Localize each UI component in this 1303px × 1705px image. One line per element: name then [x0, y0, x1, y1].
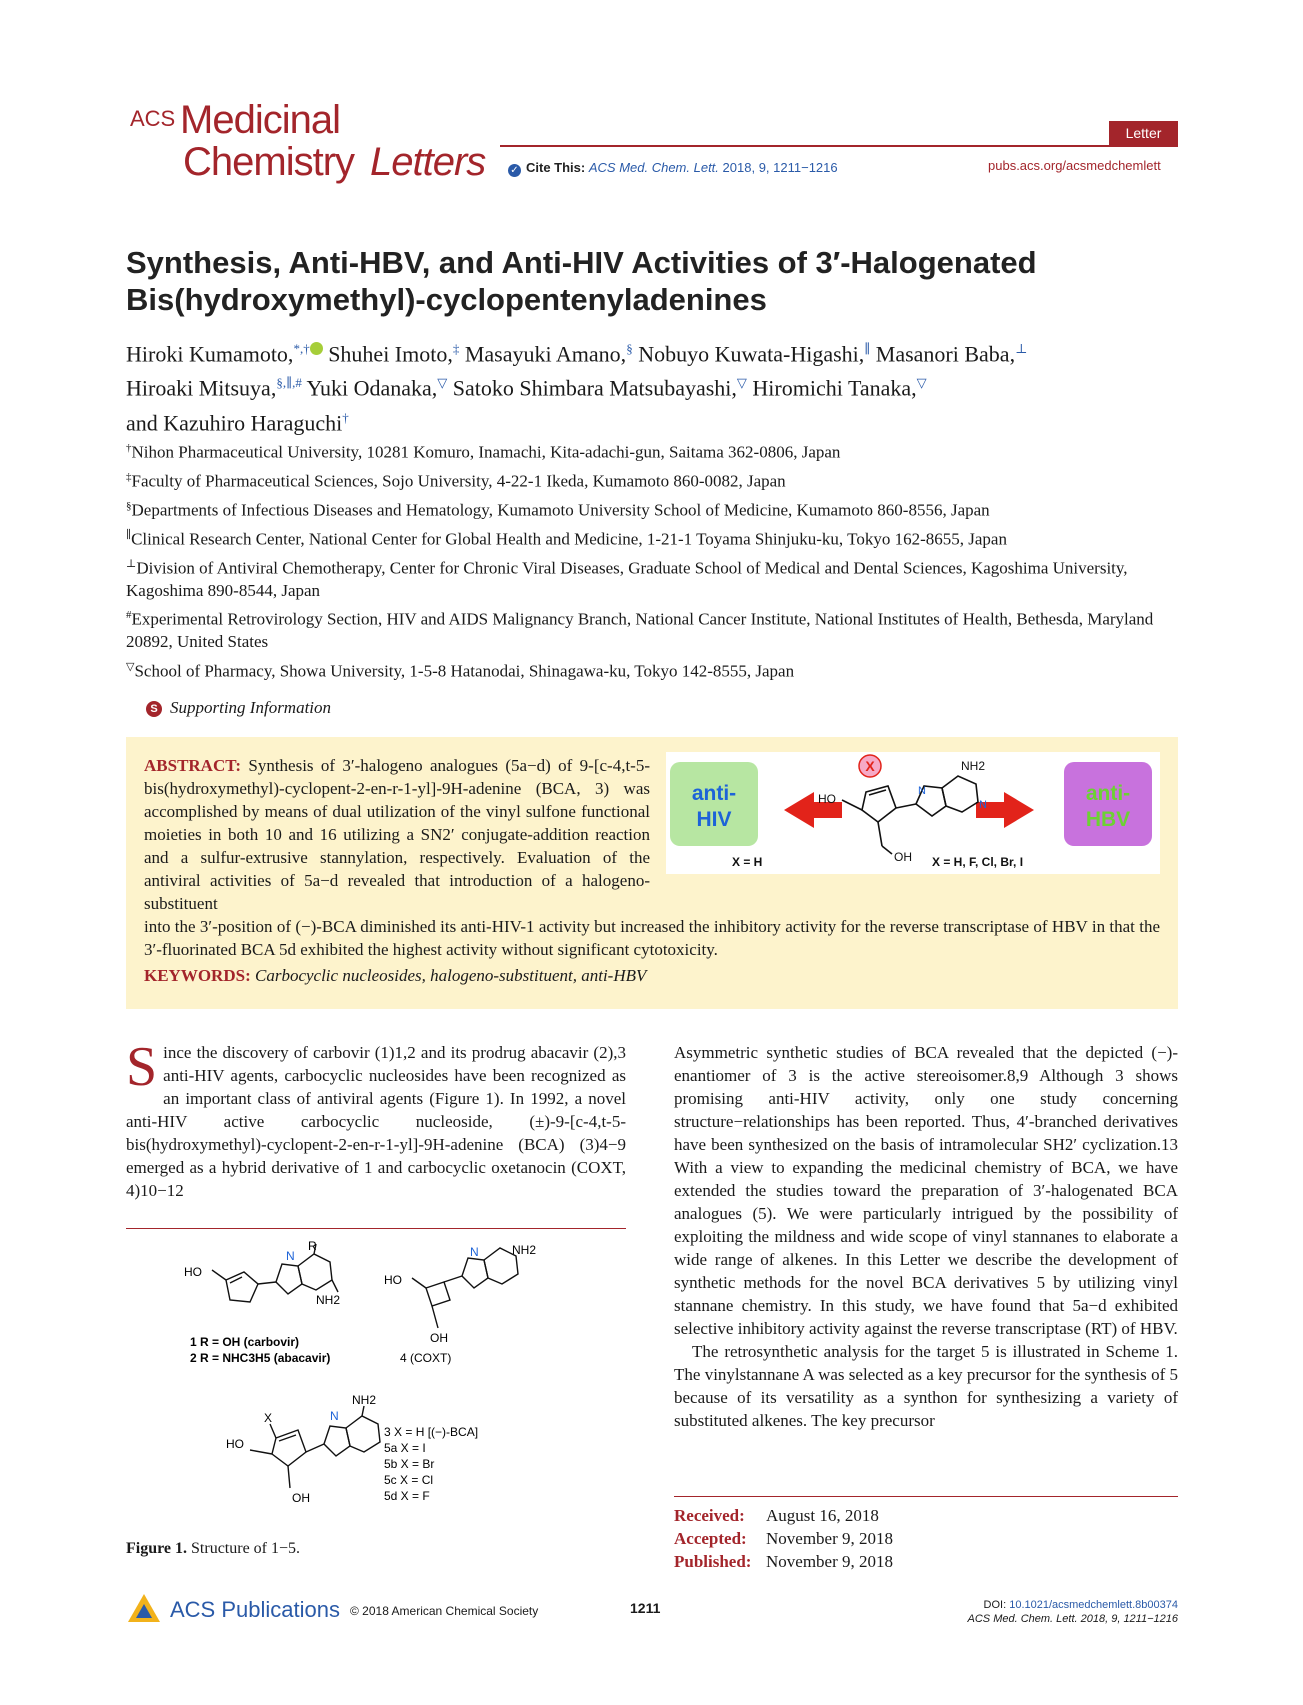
author[interactable]: Masanori Baba,	[875, 341, 1016, 367]
svg-text:HO: HO	[226, 1437, 244, 1451]
drop-cap: S	[126, 1036, 158, 1098]
anti-hiv-label: anti-	[691, 782, 737, 805]
bca-structure	[842, 776, 978, 854]
affiliation: #Experimental Retrovirology Section, HIV and AIDS Malignancy Branch, National Cancer Institute, National Institutes of Health, Bethesda, Maryland 20892, United States	[126, 609, 1154, 651]
toc-condition-right: X = H, F, Cl, Br, I	[932, 855, 1024, 869]
svg-text:N: N	[979, 799, 987, 811]
body-left-column: Since the discovery of carbovir (1)1,2 and its prodrug abacavir (2),3 anti-HIV agents, carbocyclic nucleosides have been recognized as an important class of antiviral agents (Figure 1). In 1992, a novel anti-HIV active carbocyclic nucleoside, (±)-9-[c-4,t-5-bis(hydroxymethyl)-cyclopent-2-en-r-1-yl]-9H-adenine (BCA) (3)4−9 emerged as a hybrid derivative of 1 and carbocyclic oxetanocin (COXT, 4)10−12	[126, 1036, 626, 1200]
svg-text:N: N	[286, 1249, 295, 1263]
doi-block: DOI: 10.1021/acsmedchemlett.8b00374 ACS Med. Chem. Lett. 2018, 9, 1211−1216	[967, 1599, 1178, 1625]
journal-logo-letters: Letters	[370, 140, 486, 184]
acs-publications-logo-icon	[126, 1592, 162, 1628]
svg-text:N: N	[918, 785, 926, 797]
affiliation: ⊥Division of Antiviral Chemotherapy, Center for Chronic Viral Diseases, Graduate School of Medical and Dental Sciences, Kagoshima University, Kagoshima 890-8544, Japan	[126, 558, 1128, 600]
publisher-name[interactable]: ACS Publications	[170, 1597, 340, 1622]
journal-logo-medicinal: Medicinal	[180, 98, 340, 142]
author-list: Hiroki Kumamoto,*,† Shuhei Imoto,‡ Masayuki Amano,§ Nobuyo Kuwata-Higashi,∥ Masanori Baba,⊥ Hiroaki Mitsuya,§,∥,# Yuki Odanaka,▽ Satoko Shimbara Matsubayashi,▽ Hiromichi Tanaka,▽ and Kazuhiro Haraguchi†	[126, 341, 1028, 435]
svg-text:OH: OH	[292, 1491, 310, 1505]
svg-text:OH: OH	[430, 1331, 448, 1345]
journal-url-link[interactable]: pubs.acs.org/acsmedchemlett	[988, 158, 1161, 173]
author[interactable]: Masayuki Amano,	[464, 341, 627, 367]
cite-journal[interactable]: ACS Med. Chem. Lett.	[588, 160, 719, 175]
toc-graphic	[666, 752, 1160, 874]
article-title: Synthesis, Anti-HBV, and Anti-HIV Activities of 3′-Halogenated Bis(hydroxymethyl)-cyclopentenyladenines	[126, 245, 1037, 317]
abstract-text-continued: into the 3′-position of (−)-BCA diminished its anti-HIV-1 activity but increased the inhibitory activity for the reverse transcriptase of HBV in that the 3′-fluorinated BCA 5d exhibited the highest activity without significant cytotoxicity.	[144, 917, 1160, 959]
page-number: 1211	[630, 1600, 661, 1616]
anti-hbv-label: anti-	[1085, 782, 1131, 805]
dates-rule	[674, 1496, 1178, 1497]
svg-text:HO: HO	[184, 1265, 202, 1279]
anti-hbv-label: HBV	[1085, 808, 1131, 831]
label-compound-5a: 5a X = I	[384, 1441, 426, 1455]
svg-text:NH2: NH2	[961, 759, 986, 773]
header-rule	[500, 145, 1178, 147]
svg-text:NH2: NH2	[352, 1393, 377, 1407]
article-type-badge: Letter	[1109, 121, 1178, 145]
copyright: © 2018 American Chemical Society	[350, 1604, 539, 1618]
publication-dates: Received: August 16, 2018 Accepted: November 9, 2018 Published: November 9, 2018	[674, 1506, 894, 1571]
supporting-info-icon: S	[146, 701, 162, 717]
author[interactable]: Hiroki Kumamoto,	[126, 341, 294, 367]
affiliation: ‡Faculty of Pharmaceutical Sciences, Sojo University, 4-22-1 Ikeda, Kumamoto 860-0082, Japan	[126, 471, 786, 491]
anti-hiv-label: HIV	[696, 808, 732, 831]
svg-text:OH: OH	[894, 850, 912, 864]
body-right-column: Asymmetric synthetic studies of BCA revealed that the depicted (−)-enantiomer of 3 is the active stereoisomer.8,9 Although 3 shows promising anti-HIV activity, only one study concerning structure−relationships has been reported. Thus, 4′-branched derivatives have been synthesized on the basis of intramolecular SH2′ cyclization.13 With a view to expanding the medicinal chemistry of BCA, we have extended the studies toward the preparation of 3′-halogenated BCA analogues (5). We were particularly intrigued by the possibility of exploiting the mildness and wide scope of vinyl stannanes to elaborate a wide range of alkenes. In this Letter we describe the development of synthetic methods for the novel BCA derivatives 5 by utilizing vinyl stannane chemistry. In this study, we have found that 5a−d exhibited selective inhibitory activity against the reverse transcriptase (RT) of HBV. The retrosynthetic analysis for the target 5 is illustrated in Scheme 1. The vinylstannane A was selected as a key precursor for the synthesis of 5 because of its versatility as a synthon for synthesizing a variety of substituted alkenes. The key precursor	[674, 1043, 1178, 1430]
svg-text:NH2: NH2	[316, 1293, 341, 1307]
author[interactable]: Nobuyo Kuwata-Higashi,	[638, 341, 865, 367]
svg-text:N: N	[470, 1245, 479, 1259]
svg-text:N: N	[330, 1409, 339, 1423]
label-compound-3: 3 X = H [(−)-BCA]	[384, 1425, 479, 1439]
label-compound-5d: 5d X = F	[384, 1489, 430, 1503]
svg-text:NH2: NH2	[512, 1243, 537, 1257]
figure-rule	[126, 1228, 626, 1229]
svg-text:HO: HO	[384, 1273, 402, 1287]
figure-1	[126, 1238, 626, 1534]
author[interactable]: Hiromichi Tanaka,	[752, 375, 917, 401]
affiliation: †Nihon Pharmaceutical University, 10281 Komuro, Inamachi, Kita-adachi-gun, Saitama 362-0806, Japan	[126, 442, 841, 462]
author[interactable]: Hiroaki Mitsuya,	[126, 375, 277, 401]
affiliation: ∥Clinical Research Center, National Center for Global Health and Medicine, 1-21-1 Toyama Shinjuku-ku, Tokyo 162-8655, Japan	[126, 529, 1007, 549]
cite-label: Cite This:	[526, 160, 586, 175]
toc-condition-left: X = H	[732, 855, 763, 869]
abstract-text: ABSTRACT: Synthesis of 3′-halogeno analogues (5a−d) of 9-[c-4,t-5-bis(hydroxymethyl)-cyclopent-2-en-r-1-yl]-9H-adenine (BCA, 3) was accomplished by means of dual utilization of the vinyl sulfone functional moieties in both 10 and 16 utilizing a SN2′ conjugate-addition reaction and a sulfur-extrusive stannylation, respectively. Evaluation of the antiviral activities of 5a−d revealed that introduction of a halogeno-substituent	[144, 756, 651, 913]
svg-text:X: X	[264, 1411, 273, 1425]
label-compound-2: 2 R = NHC3H5 (abacavir)	[190, 1351, 331, 1365]
label-compound-1: 1 R = OH (carbovir)	[190, 1335, 300, 1349]
label-compound-4: 4 (COXT)	[400, 1351, 452, 1365]
label-compound-5c: 5c X = Cl	[384, 1473, 434, 1487]
supporting-information-link[interactable]: S Supporting Information	[146, 698, 331, 718]
affiliation: ▽School of Pharmacy, Showa University, 1-5-8 Hatanodai, Shinagawa-ku, Tokyo 142-8555, Japan	[126, 661, 795, 681]
author[interactable]: Satoko Shimbara Matsubayashi,	[452, 375, 737, 401]
author[interactable]: Yuki Odanaka,	[306, 375, 438, 401]
cite-this[interactable]	[508, 160, 838, 177]
svg-text:HO: HO	[818, 792, 836, 806]
cite-pages[interactable]: 2018, 9, 1211−1216	[722, 160, 838, 175]
figure-caption: Figure 1. Structure of 1−5.	[126, 1540, 301, 1557]
author[interactable]: and Kazuhiro Haraguchi	[126, 409, 343, 435]
journal-logo-acs: ACS	[130, 106, 176, 131]
affiliation: §Departments of Infectious Diseases and Hematology, Kumamoto University School of Medicine, Kumamoto 860-8556, Japan	[126, 500, 990, 520]
svg-text:R: R	[308, 1239, 317, 1253]
doi-link[interactable]: 10.1021/acsmedchemlett.8b00374	[1009, 1599, 1178, 1611]
author[interactable]: Shuhei Imoto,	[328, 341, 453, 367]
orcid-icon[interactable]	[310, 342, 323, 355]
svg-text:X: X	[865, 758, 875, 774]
keywords: KEYWORDS: Carbocyclic nucleosides, halogeno-substituent, anti-HBV	[144, 966, 647, 985]
check-icon: ✓	[508, 164, 521, 177]
journal-logo-chemistry: Chemistry	[183, 140, 355, 184]
label-compound-5b: 5b X = Br	[384, 1457, 435, 1471]
